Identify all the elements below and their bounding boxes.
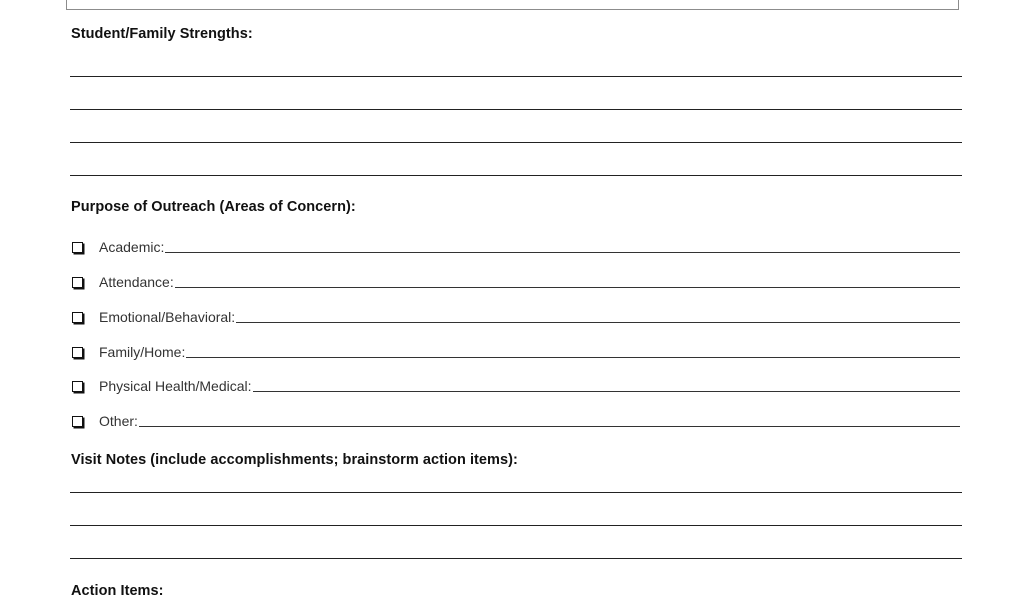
action-items-heading: Action Items: bbox=[71, 583, 164, 599]
emotional-behavioral-checkbox[interactable] bbox=[72, 312, 83, 323]
strengths-line-2[interactable] bbox=[70, 109, 962, 110]
other-label: Other: bbox=[99, 413, 138, 429]
attendance-fill-line[interactable] bbox=[175, 287, 960, 288]
concern-row-emotional bbox=[72, 308, 962, 326]
concern-row-academic bbox=[72, 238, 962, 256]
visit-notes-line-2[interactable] bbox=[70, 525, 962, 526]
academic-checkbox[interactable] bbox=[72, 242, 83, 253]
other-fill-line[interactable] bbox=[139, 426, 960, 427]
top-text-box[interactable] bbox=[66, 0, 959, 10]
physical-health-label: Physical Health/Medical: bbox=[99, 378, 252, 394]
emotional-behavioral-fill-line[interactable] bbox=[236, 322, 960, 323]
strengths-heading: Student/Family Strengths: bbox=[71, 26, 253, 42]
academic-label: Academic: bbox=[99, 239, 165, 255]
other-checkbox[interactable] bbox=[72, 416, 83, 427]
family-home-label: Family/Home: bbox=[99, 344, 186, 360]
purpose-heading: Purpose of Outreach (Areas of Concern): bbox=[71, 199, 356, 215]
family-home-checkbox[interactable] bbox=[72, 347, 83, 358]
strengths-line-1[interactable] bbox=[70, 76, 962, 77]
physical-health-checkbox[interactable] bbox=[72, 381, 83, 392]
concern-row-attendance bbox=[72, 273, 962, 291]
concern-row-other bbox=[72, 412, 962, 430]
visit-notes-line-3[interactable] bbox=[70, 558, 962, 559]
emotional-behavioral-label: Emotional/Behavioral: bbox=[99, 309, 236, 325]
family-home-fill-line[interactable] bbox=[186, 357, 960, 358]
concern-row-health bbox=[72, 377, 962, 395]
attendance-label: Attendance: bbox=[99, 274, 174, 290]
physical-health-fill-line[interactable] bbox=[253, 391, 960, 392]
visit-notes-line-1[interactable] bbox=[70, 492, 962, 493]
strengths-line-4[interactable] bbox=[70, 175, 962, 176]
academic-fill-line[interactable] bbox=[165, 252, 960, 253]
strengths-line-3[interactable] bbox=[70, 142, 962, 143]
concern-row-family bbox=[72, 343, 962, 361]
visit-notes-heading: Visit Notes (include accomplishments; brainstorm action items): bbox=[71, 452, 518, 468]
attendance-checkbox[interactable] bbox=[72, 277, 83, 288]
